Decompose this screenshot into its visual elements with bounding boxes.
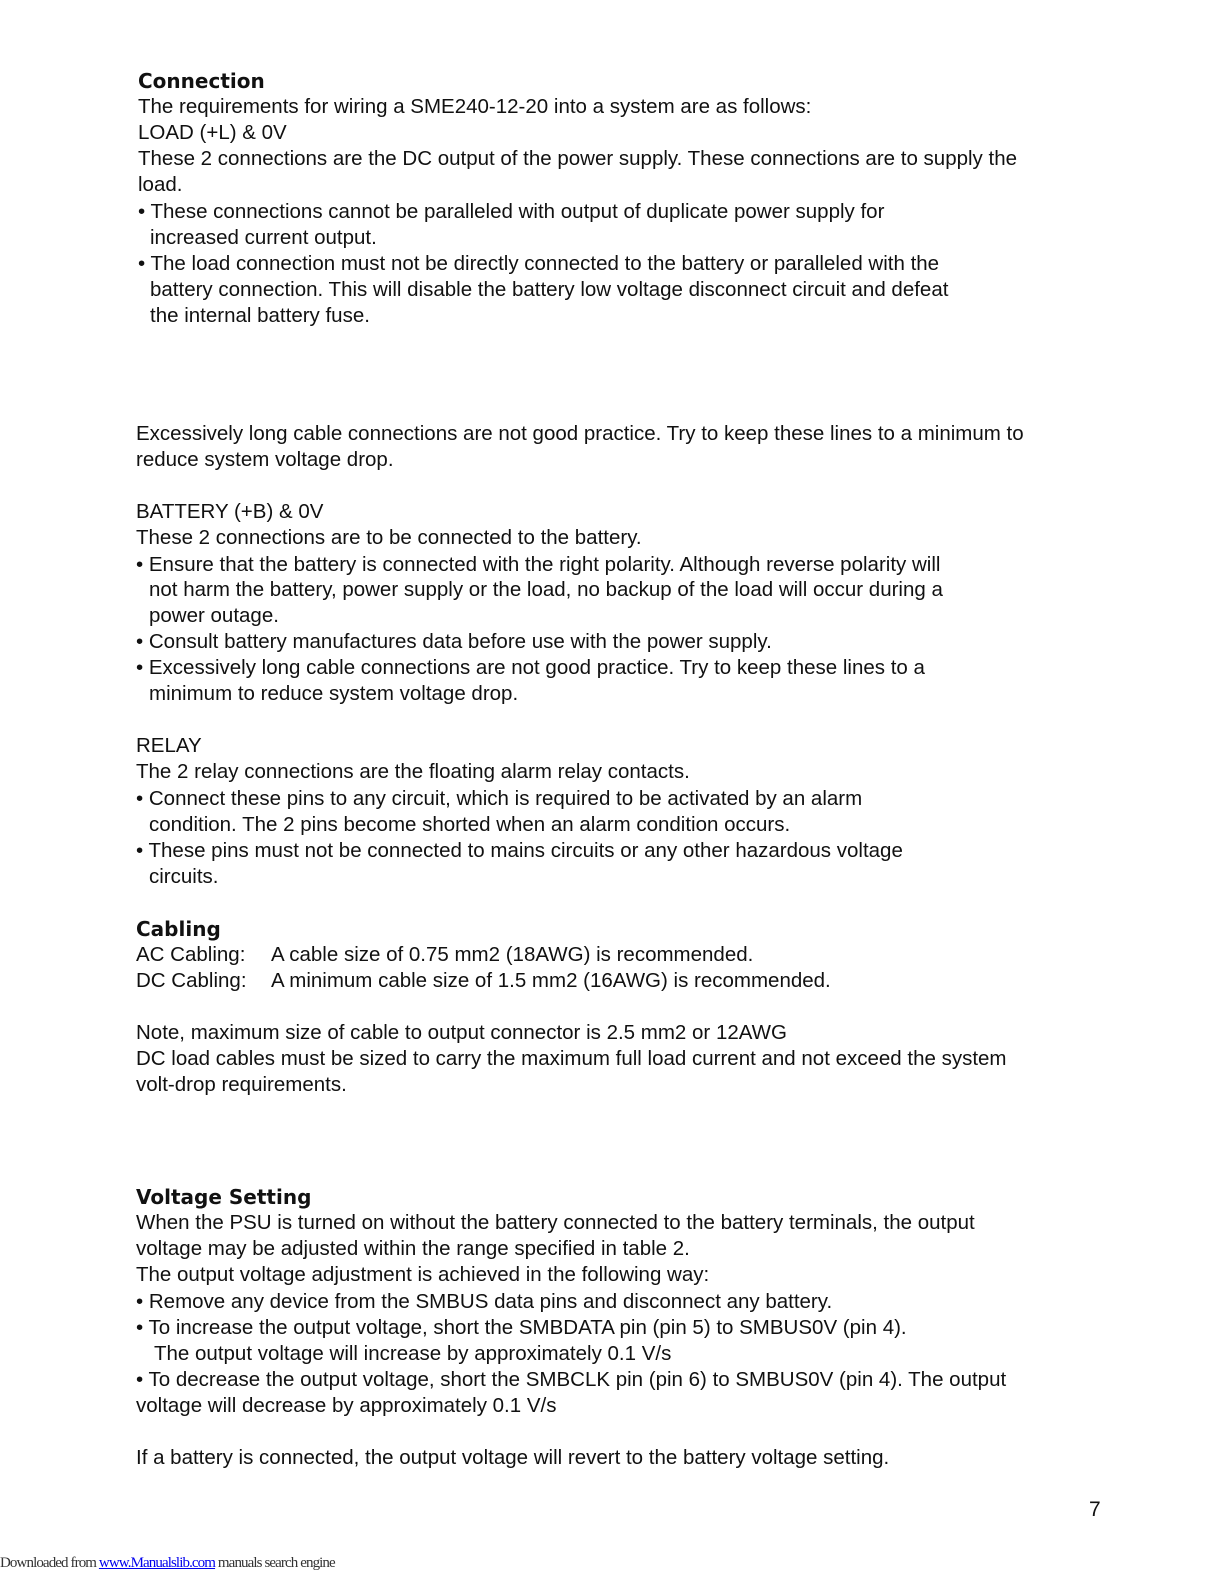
voltage-step-2: • To increase the output voltage, short the SMBDATA pin (pin 5) to SMBUS0V (pin 4). [136, 1316, 907, 1339]
battery-bullet-1: • Ensure that the battery is connected with the right polarity. Although reverse polarity will [136, 553, 941, 576]
battery-bullet-1-cont: not harm the battery, power supply or the load, no backup of the load will occur during a [149, 578, 943, 601]
connection-intro: The requirements for wiring a SME240-12-20 into a system are as follows: [138, 95, 812, 118]
load-bullet-2: • The load connection must not be directly connected to the battery or paralleled with the [138, 252, 940, 275]
load-bullet-2-cont: battery connection. This will disable the battery low voltage disconnect circuit and defeat [150, 278, 949, 301]
battery-description: These 2 connections are to be connected to the battery. [136, 526, 642, 549]
load-bullet-1: • These connections cannot be paralleled with output of duplicate power supply for [138, 200, 885, 223]
battery-revert-note: If a battery is connected, the output voltage will revert to the battery voltage setting. [136, 1446, 890, 1469]
dc-load-note-cont: volt-drop requirements. [136, 1073, 347, 1096]
relay-bullet-1-cont: condition. The 2 pins become shorted when an alarm condition occurs. [149, 813, 791, 836]
manualslib-link[interactable]: www.Manualslib.com [98, 1555, 216, 1571]
relay-bullet-2-cont: circuits. [149, 865, 219, 888]
voltage-step-2-cont: The output voltage will increase by approximately 0.1 V/s [154, 1342, 672, 1365]
connection-heading: Connection [138, 69, 265, 93]
voltage-step-3-cont: voltage will decrease by approximately 0.1 V/s [136, 1394, 557, 1417]
footer-suffix: manuals search engine [215, 1555, 335, 1571]
battery-title: BATTERY (+B) & 0V [136, 500, 324, 523]
load-description-cont: load. [138, 173, 183, 196]
relay-title: RELAY [136, 734, 202, 757]
load-description: These 2 connections are the DC output of the power supply. These connections are to supply the [138, 147, 1017, 170]
voltage-intro-cont: voltage may be adjusted within the range specified in table 2. [136, 1237, 690, 1260]
dc-load-note: DC load cables must be sized to carry the maximum full load current and not exceed the system [136, 1047, 1007, 1070]
load-bullet-2-cont2: the internal battery fuse. [150, 304, 370, 327]
relay-bullet-1: • Connect these pins to any circuit, which is required to be activated by an alarm [136, 787, 863, 810]
long-cable-note-cont: reduce system voltage drop. [136, 448, 394, 471]
voltage-intro: When the PSU is turned on without the battery connected to the battery terminals, the output [136, 1211, 975, 1234]
page-number: 7 [1089, 1498, 1101, 1521]
voltage-step-3: • To decrease the output voltage, short the SMBCLK pin (pin 6) to SMBUS0V (pin 4). The output [136, 1368, 1007, 1391]
ac-cabling-label: AC Cabling: [136, 943, 246, 966]
long-cable-note: Excessively long cable connections are not good practice. Try to keep these lines to a minimum to [136, 422, 1024, 445]
load-title: LOAD (+L) & 0V [138, 121, 287, 144]
battery-bullet-2: • Consult battery manufactures data before use with the power supply. [136, 630, 772, 653]
relay-description: The 2 relay connections are the floating alarm relay contacts. [136, 760, 690, 783]
battery-bullet-3: • Excessively long cable connections are not good practice. Try to keep these lines to a [136, 656, 925, 679]
voltage-adjustment-intro: The output voltage adjustment is achieved in the following way: [136, 1263, 710, 1286]
battery-bullet-3-cont: minimum to reduce system voltage drop. [149, 682, 519, 705]
load-bullet-1-cont: increased current output. [150, 226, 377, 249]
voltage-step-1: • Remove any device from the SMBUS data pins and disconnect any battery. [136, 1290, 833, 1313]
cabling-heading: Cabling [136, 917, 221, 941]
dc-cabling-label: DC Cabling: [136, 969, 247, 992]
ac-cabling-text: A cable size of 0.75 mm2 (18AWG) is recommended. [271, 943, 754, 966]
download-footer [0, 1555, 335, 1572]
relay-bullet-2: • These pins must not be connected to mains circuits or any other hazardous voltage [136, 839, 903, 862]
dc-cabling-text: A minimum cable size of 1.5 mm2 (16AWG) is recommended. [271, 969, 831, 992]
cable-size-note: Note, maximum size of cable to output connector is 2.5 mm2 or 12AWG [136, 1021, 787, 1044]
voltage-setting-heading: Voltage Setting [136, 1185, 312, 1209]
footer-prefix: Downloaded from [0, 1555, 99, 1571]
battery-bullet-1-cont2: power outage. [149, 604, 279, 627]
